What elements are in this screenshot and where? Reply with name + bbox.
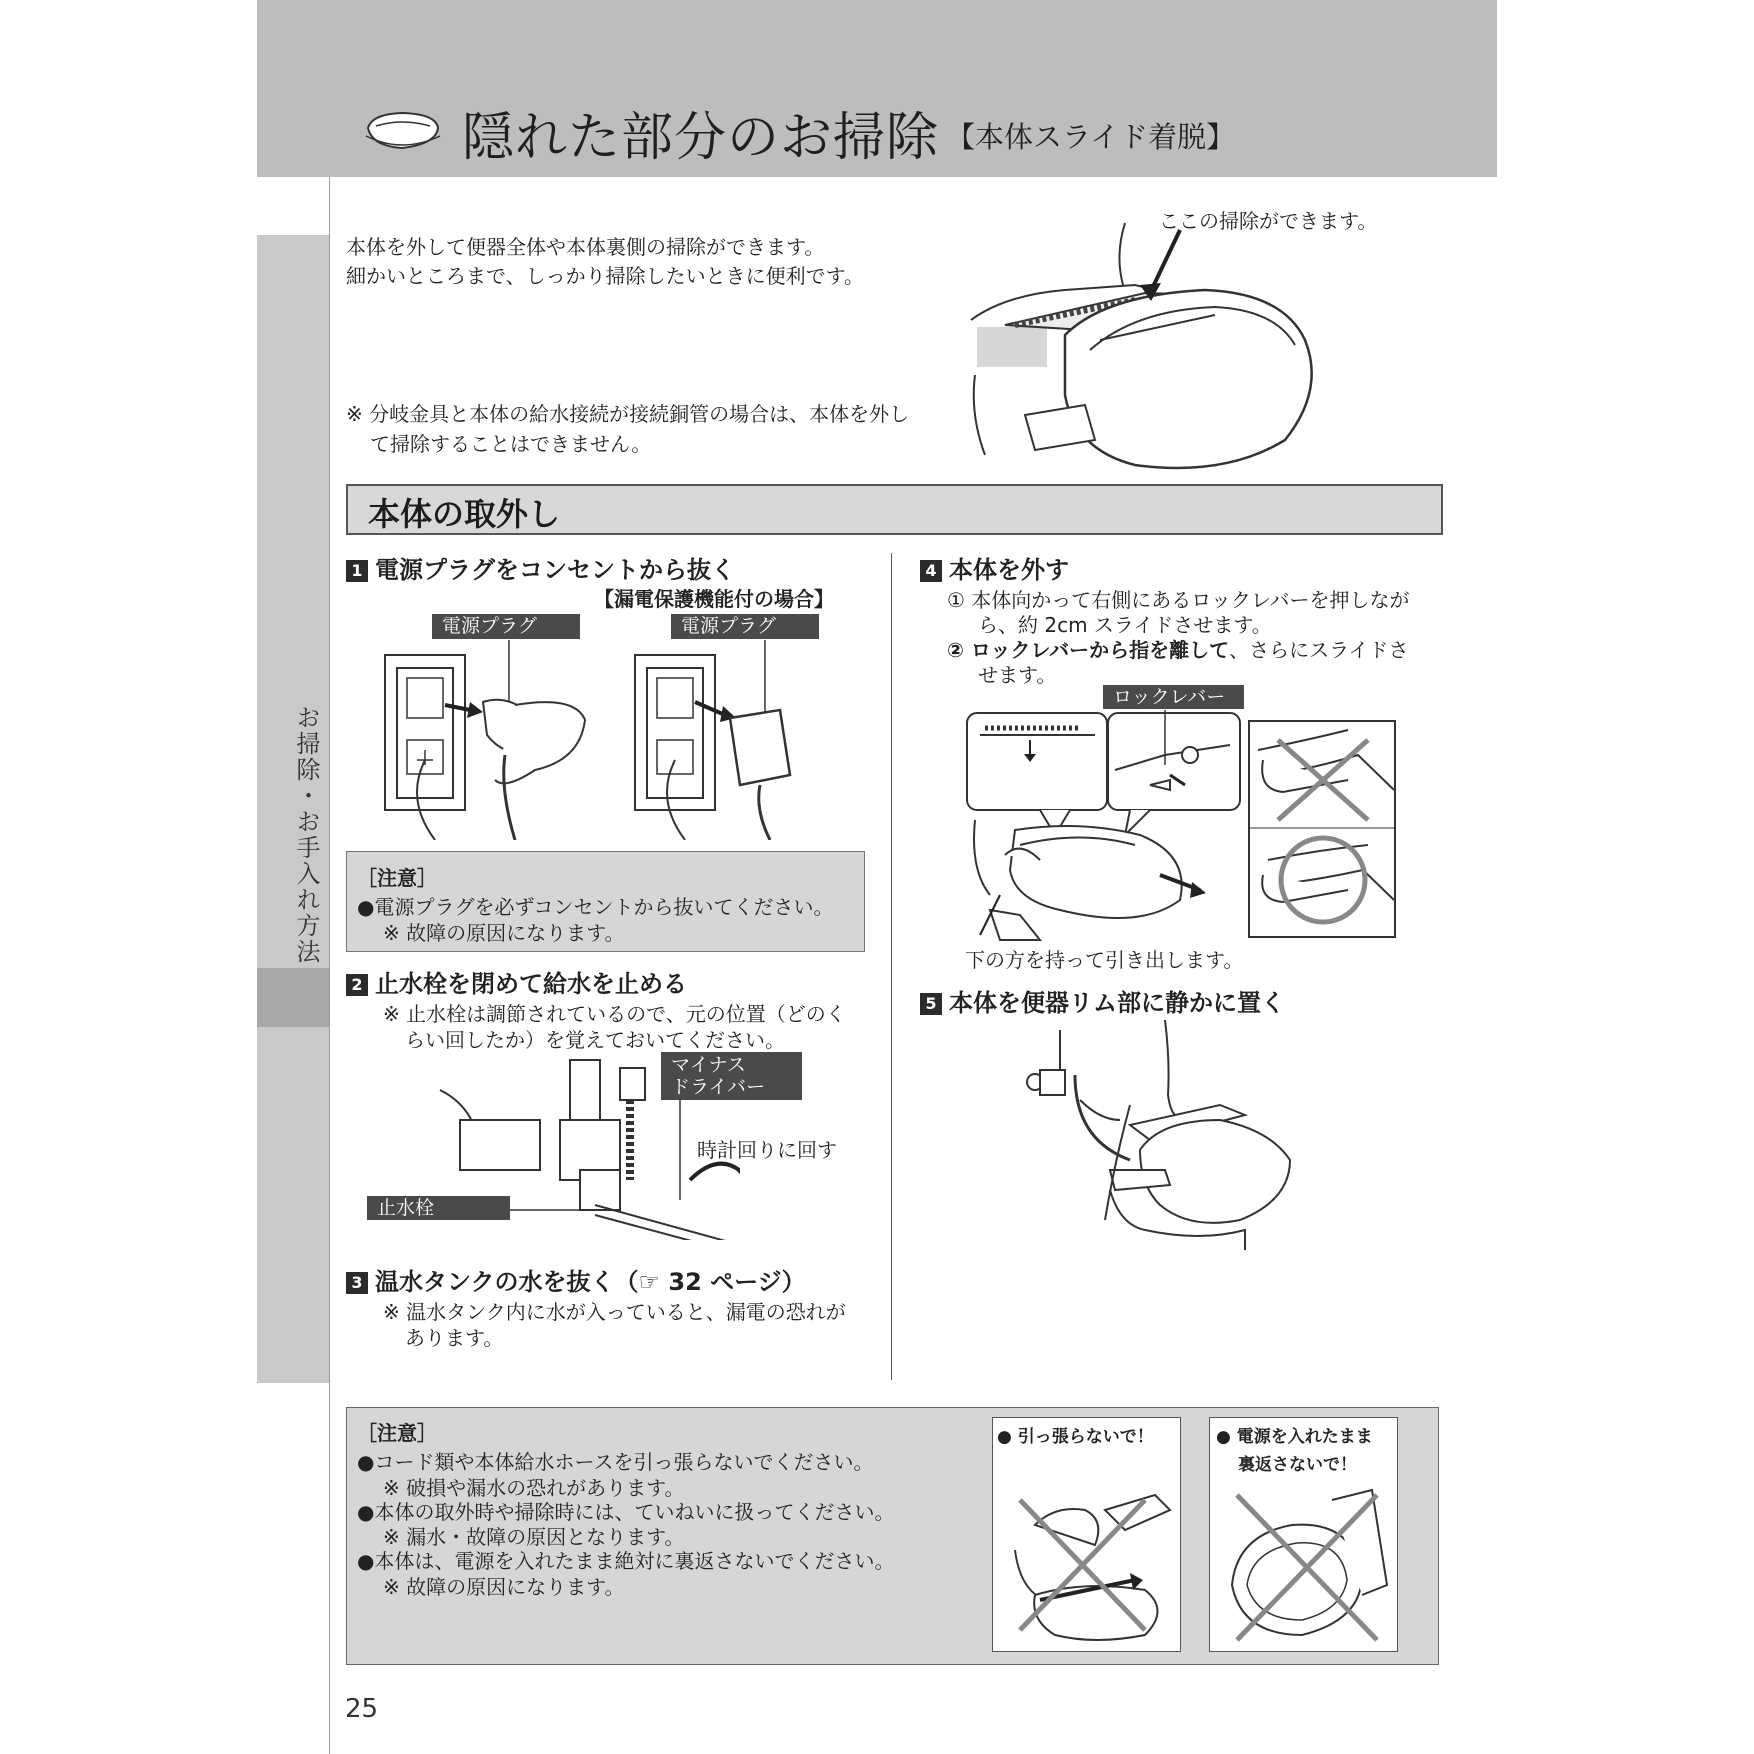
intro-line-2: 細かいところまで、しっかり掃除したいときに便利です。: [346, 264, 864, 288]
step-2-number: 2: [346, 974, 368, 996]
page-number: 25: [345, 1694, 379, 1724]
stop-valve-label: 止水栓: [367, 1196, 510, 1220]
outlet-adapter-illustration-right: [630, 640, 800, 840]
caution-1-heading: ［注意］: [357, 866, 437, 890]
step-4-item-2-rest: 、さらにスライドさ: [1229, 638, 1409, 662]
copper-pipe-note: [346, 399, 909, 459]
page-subtitle: 【本体スライド着脱】: [946, 120, 1236, 154]
toilet-overview-illustration: [965, 215, 1365, 485]
intro-line-1: 本体を外して便器全体や本体裏側の掃除ができます。: [346, 235, 825, 259]
caution-2-line-5: ●本体は、電源を入れたまま絶対に裏返さないでください。: [357, 1549, 895, 1573]
leak-protection-label: 【漏電保護機能付の場合】: [594, 587, 834, 611]
step-2-text: 止水栓を閉めて給水を止める: [375, 970, 687, 998]
step-4-number: 4: [920, 560, 942, 582]
step-4-item-1-line-2: ら、約 2cm スライドさせます。: [978, 613, 1272, 637]
slide-out-illustration: [960, 710, 1250, 965]
clockwise-instruction: 時計回りに回す: [697, 1138, 837, 1162]
pull-out-instruction: 下の方を持って引き出します。: [965, 948, 1244, 972]
cleanable-area-callout: ここの掃除ができます。: [1159, 209, 1378, 233]
warning-no-pulling-text: ● 引っ張らないで！: [997, 1427, 1154, 1447]
caution-1-line-1: ●電源プラグを必ずコンセントから抜いてください。: [357, 895, 834, 919]
no-flipping-illustration: [1212, 1475, 1394, 1647]
step-3-note-line-2: あります。: [405, 1326, 504, 1350]
screwdriver-label-line-2: ドライバー: [671, 1076, 766, 1098]
caution-2-line-2: ※ 破損や漏水の恐れがあります。: [383, 1476, 685, 1500]
step-4-item-2-line-2: せます。: [978, 663, 1057, 687]
intro-text: [346, 233, 864, 291]
step-3-number: 3: [346, 1272, 368, 1294]
step-4-title: [920, 550, 1069, 585]
warning-no-flipping-text-1: ● 電源を入れたまま: [1216, 1427, 1373, 1447]
copper-note-line-2: て掃除することはできません。: [370, 432, 652, 456]
side-tab-marker: [257, 968, 329, 1027]
step-2-title: [346, 964, 687, 999]
step-5-text: 本体を便器リム部に静かに置く: [949, 989, 1285, 1017]
seat-on-rim-illustration: [1020, 1020, 1300, 1250]
caution-2-line-3: ●本体の取外時や掃除時には、ていねいに扱ってください。: [357, 1500, 895, 1524]
warning-no-flipping-text-2: 裏返さないで！: [1238, 1455, 1357, 1475]
caution-2-heading: ［注意］: [357, 1421, 437, 1445]
caution-2-line-6: ※ 故障の原因になります。: [383, 1575, 625, 1599]
step-5-title: [920, 983, 1285, 1018]
stop-valve-illustration: [380, 1050, 740, 1240]
toilet-seat-icon: [362, 108, 444, 154]
step-4-item-2-bold: ② ロックレバーから指を離して: [947, 638, 1230, 662]
step-3-text: 温水タンクの水を抜く（☞ 32 ページ）: [375, 1268, 806, 1296]
step-2-note-line-2: らい回したか）を覚えておいてください。: [405, 1028, 785, 1052]
step-4-item-1-line-1: ① 本体向かって右側にあるロックレバーを押しなが: [947, 588, 1410, 612]
outlet-plug-illustration-left: [375, 640, 595, 840]
grip-right-wrong-illustration: [1248, 720, 1396, 938]
step-2-note-line-1: ※ 止水栓は調節されているので、元の位置（どのく: [383, 1002, 846, 1026]
section-title: 本体の取外し: [368, 495, 561, 533]
power-plug-label-right: 電源プラグ: [671, 614, 819, 639]
step-1-number: 1: [346, 560, 368, 582]
page-title: 隠れた部分のお掃除: [462, 108, 940, 168]
caution-2-line-4: ※ 漏水・故障の原因となります。: [383, 1525, 685, 1549]
step-5-number: 5: [920, 993, 942, 1015]
lock-lever-label: ロックレバー: [1103, 685, 1244, 709]
margin-line: [329, 177, 330, 1754]
step-4-text: 本体を外す: [949, 556, 1069, 584]
screwdriver-label-line-1: マイナス: [671, 1054, 746, 1076]
step-1-title: [346, 550, 735, 585]
step-1-text: 電源プラグをコンセントから抜く: [375, 556, 735, 584]
no-pulling-illustration: [995, 1450, 1177, 1646]
step-3-title: [346, 1262, 806, 1297]
caution-2-line-1: ●コード類や本体給水ホースを引っ張らないでください。: [357, 1450, 874, 1474]
copper-note-line-1: ※ 分岐金具と本体の給水接続が接続銅管の場合は、本体を外し: [346, 402, 910, 426]
column-divider: [891, 553, 892, 1380]
step-3-note-line-1: ※ 温水タンク内に水が入っていると、漏電の恐れが: [383, 1300, 846, 1324]
caution-1-line-2: ※ 故障の原因になります。: [383, 921, 625, 945]
side-tab-label: お掃除・お手入れ方法: [292, 705, 320, 965]
power-plug-label-left: 電源プラグ: [432, 614, 580, 639]
